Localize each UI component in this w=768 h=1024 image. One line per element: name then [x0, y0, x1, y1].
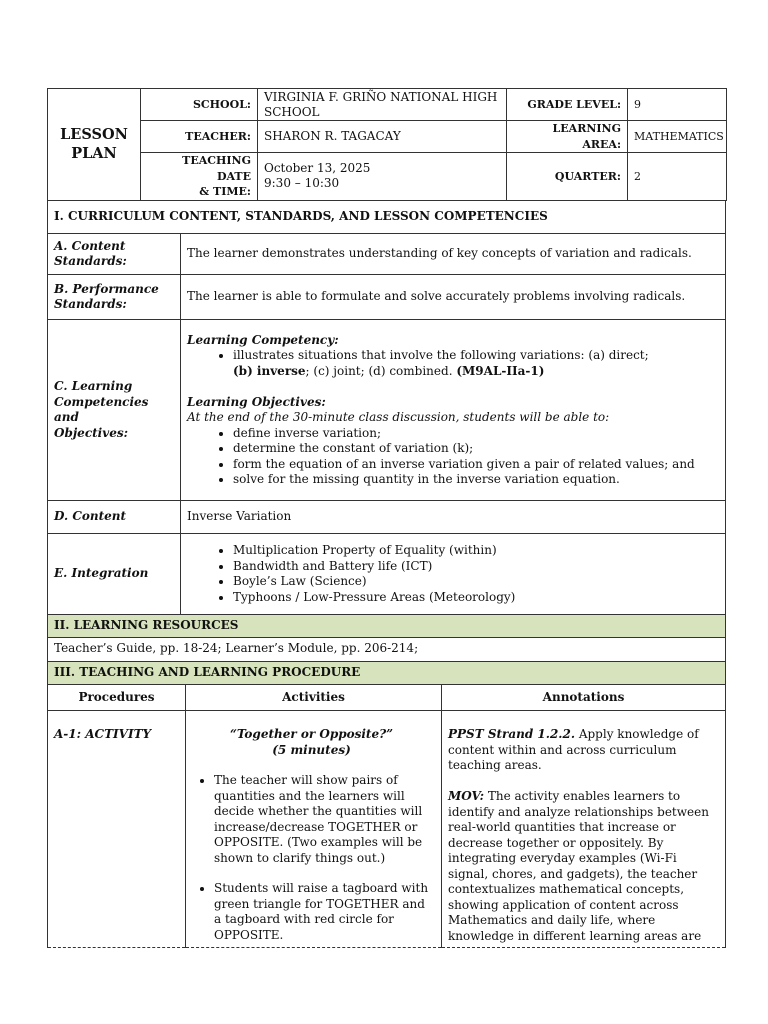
col-header-activities: Activities [186, 685, 442, 711]
content-value: Inverse Variation [181, 501, 726, 534]
annotation-mov: MOV: The activity enables learners to identify and analyze relationships between real-world quantities that increase or decrease together or oppositely. By integrating everyday examples (Wi-Fi signal, chores, and gadgets), the teacher contextualizes mathematical concepts, showing application of content across Mathematics and daily life, where knowledge in different learning areas are [448, 789, 709, 943]
teacher-value: SHARON R. TAGACAY [258, 121, 507, 153]
competencies-label: C. Learning Competencies and Objectives: [48, 320, 181, 501]
performance-standards-value: The learner is able to formulate and solve accurately problems involving radicals. [181, 275, 726, 320]
integration-value [181, 534, 726, 615]
header-table [47, 88, 727, 201]
objective-item: • determine the constant of variation (k); [233, 441, 719, 457]
resources-table [47, 615, 726, 685]
integration-item: • Boyle’s Law (Science) [233, 574, 719, 590]
school-value: VIRGINIA F. GRIÑO NATIONAL HIGH SCHOOL [258, 89, 507, 121]
content-label: D. Content [48, 501, 181, 534]
section-1-heading: I. CURRICULUM CONTENT, STANDARDS, AND LESSON COMPETENCIES [48, 201, 726, 234]
grade-level-value: 9 [628, 89, 727, 121]
annotation-strand: PPST Strand 1.2.2. Apply knowledge of content within and across curriculum teaching areas. [448, 727, 699, 772]
grade-level-label: GRADE LEVEL: [507, 89, 628, 121]
activity-time: (5 minutes) [272, 742, 351, 757]
integration-item: • Typhoons / Low-Pressure Areas (Meteorology) [233, 590, 719, 606]
curriculum-table [47, 201, 726, 616]
col-header-procedures: Procedures [48, 685, 186, 711]
integration-list [187, 543, 719, 605]
section-3-heading: III. TEACHING AND LEARNING PROCEDURE [48, 661, 726, 684]
quarter-label: QUARTER: [507, 153, 628, 201]
activity-item: • The teacher will show pairs of quantities and the learners will decide whether the quantities will increase/decrease TOGETHER or OPPOSITE. (Two examples will be shown to clarify things out.) [214, 773, 431, 866]
performance-standards-label: B. Performance Standards: [48, 275, 181, 320]
lesson-plan-title: LESSON PLAN [48, 89, 141, 201]
activity-title: “Together or Opposite?” [229, 727, 394, 741]
competency-item: • illustrates situations that involve the following variations: (a) direct; (b) inverse; (c) joint; (d) combined. (M9AL-IIa-1) [233, 348, 719, 379]
integration-label: E. Integration [48, 534, 181, 615]
activity-list [192, 773, 431, 943]
teaching-date-label: TEACHING DATE & TIME: [141, 153, 258, 201]
activity-item: • Students will raise a tagboard with green triangle for TOGETHER and a tagboard with red circle for OPPOSITE. [214, 881, 431, 943]
annotation-cell [442, 711, 726, 948]
learning-area-value: MATHEMATICS [628, 121, 727, 153]
procedure-table [47, 685, 726, 949]
school-label: SCHOOL: [141, 89, 258, 121]
integration-item: • Bandwidth and Battery life (ICT) [233, 559, 719, 575]
teaching-date-value: October 13, 2025 9:30 – 10:30 [258, 153, 507, 201]
teacher-label: TEACHER: [141, 121, 258, 153]
learning-area-label: LEARNING AREA: [507, 121, 628, 153]
resources-value: Teacher’s Guide, pp. 18-24; Learner’s Module, pp. 206-214; [48, 637, 726, 661]
objectives-list [187, 426, 719, 488]
content-standards-value: The learner demonstrates understanding of key concepts of variation and radicals. [181, 234, 726, 275]
col-header-annotations: Annotations [442, 685, 726, 711]
integration-item: • Multiplication Property of Equality (within) [233, 543, 719, 559]
objectives-intro: At the end of the 30-minute class discussion, students will be able to: [187, 410, 610, 424]
section-2-heading: II. LEARNING RESOURCES [48, 615, 726, 637]
competency-heading: Learning Competency: [187, 332, 339, 347]
objective-item: • solve for the missing quantity in the inverse variation equation. [233, 472, 719, 488]
objective-item: • define inverse variation; [233, 426, 719, 442]
content-standards-label: A. Content Standards: [48, 234, 181, 275]
activity-cell [186, 711, 442, 948]
procedure-label: A-1: ACTIVITY [48, 711, 186, 948]
objective-item: • form the equation of an inverse variation given a pair of related values; and [233, 457, 719, 473]
lesson-plan-page [47, 88, 726, 948]
objectives-heading: Learning Objectives: [187, 394, 326, 409]
competencies-value [181, 320, 726, 501]
quarter-value: 2 [628, 153, 727, 201]
